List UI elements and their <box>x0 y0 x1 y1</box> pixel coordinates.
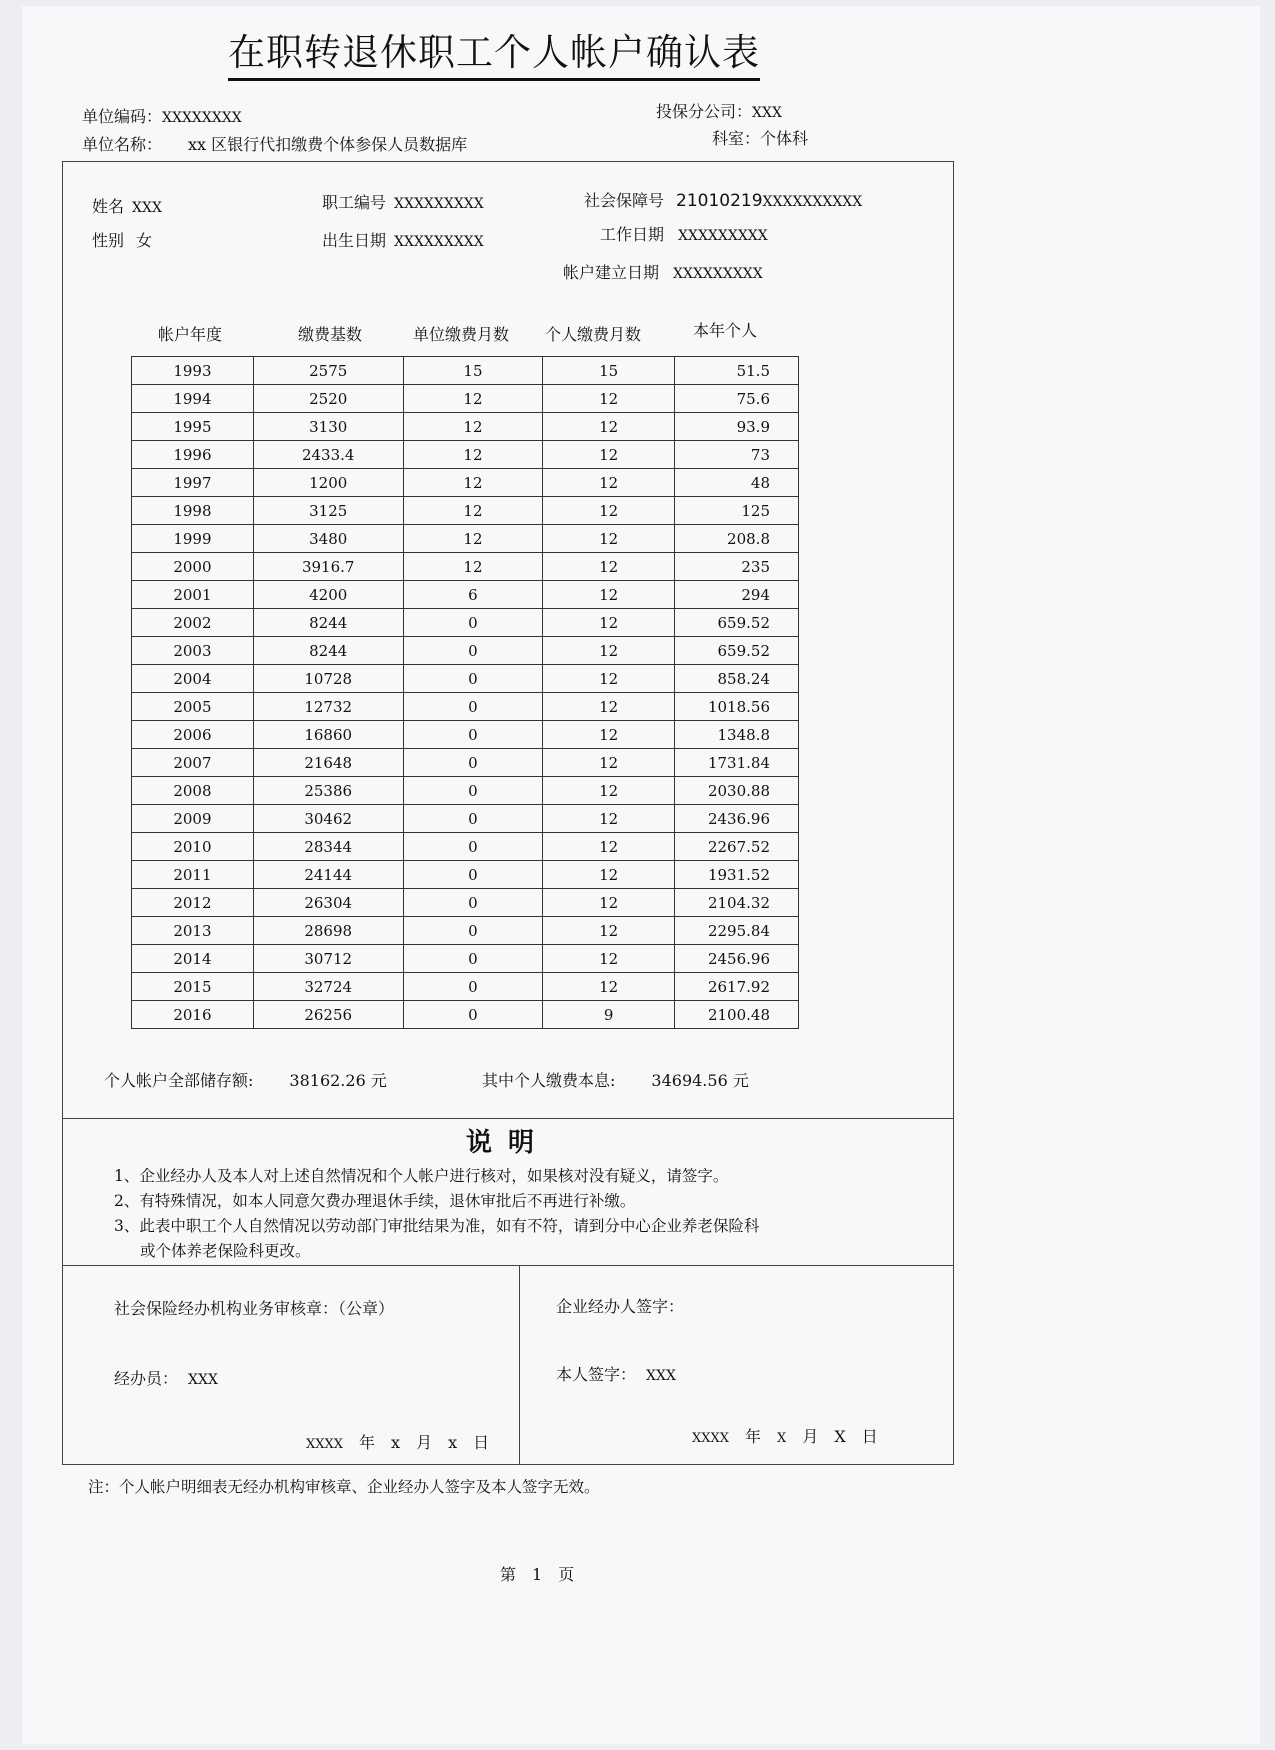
explanation-title: 说明 <box>466 1128 551 1158</box>
left-date-month: x <box>391 1433 401 1452</box>
personal-amount-cell: 208.8 <box>675 525 799 553</box>
personal-months-cell: 12 <box>543 805 675 833</box>
explanation-line: 或个体养老保险科更改。 <box>140 1242 311 1260</box>
self-sign-value: XXX <box>646 1368 676 1384</box>
right-date-year: XXXX <box>692 1431 730 1446</box>
left-date <box>298 1430 497 1453</box>
unit-code <box>82 104 242 127</box>
year-cell: 2003 <box>132 637 254 665</box>
table-row <box>132 721 799 749</box>
base-cell: 26304 <box>253 889 403 917</box>
base-cell: 10728 <box>253 665 403 693</box>
table-row <box>132 441 799 469</box>
branch <box>656 99 782 122</box>
document-title: 在职转退休职工个人帐户确认表 <box>228 22 760 81</box>
base-cell: 25386 <box>253 777 403 805</box>
name-field <box>92 194 162 217</box>
work-date-label: 工作日期 <box>600 225 665 244</box>
divider-line <box>519 1265 520 1464</box>
branch-value: XXX <box>752 105 782 121</box>
personal-months-cell: 15 <box>543 357 675 385</box>
personal-months-cell: 12 <box>543 721 675 749</box>
personal-amount-cell: 235 <box>675 553 799 581</box>
page-prefix: 第 <box>500 1565 517 1584</box>
personal-months-cell: 12 <box>543 889 675 917</box>
page-number-value: 1 <box>532 1565 543 1584</box>
unit-name <box>82 132 467 155</box>
table-row <box>132 357 799 385</box>
personal-amount-cell: 659.52 <box>675 609 799 637</box>
year-cell: 1997 <box>132 469 254 497</box>
personal-months-cell: 12 <box>543 497 675 525</box>
personal-amount-cell: 2456.96 <box>675 945 799 973</box>
explanation-line: 2、有特殊情况，如本人同意欠费办理退休手续，退休审批后不再进行补缴。 <box>114 1192 636 1210</box>
column-header-personal-amount: 本年个人 <box>693 321 758 340</box>
table-row <box>132 469 799 497</box>
table-row <box>132 637 799 665</box>
personal-amount-cell: 73 <box>675 441 799 469</box>
unit-code-value: XXXXXXXX <box>162 110 242 126</box>
year-cell: 2016 <box>132 1001 254 1029</box>
base-cell: 1200 <box>253 469 403 497</box>
column-header-personal-months: 个人缴费月数 <box>545 325 642 344</box>
explanation-line: 1、企业经办人及本人对上述自然情况和个人帐户进行核对，如果核对没有疑义，请签字。 <box>114 1167 729 1185</box>
self-sign-field <box>556 1362 676 1385</box>
left-date-year-unit: 年 <box>359 1433 376 1452</box>
personal-months-cell: 12 <box>543 693 675 721</box>
table-row <box>132 749 799 777</box>
left-date-day: x <box>448 1433 458 1452</box>
personal-months-cell: 12 <box>543 917 675 945</box>
personal-months-cell: 12 <box>543 609 675 637</box>
unit-months-cell: 0 <box>403 861 543 889</box>
personal-amount-cell: 93.9 <box>675 413 799 441</box>
base-cell: 16860 <box>253 721 403 749</box>
personal-months-cell: 12 <box>543 665 675 693</box>
base-cell: 3916.7 <box>253 553 403 581</box>
birth-label: 出生日期 <box>322 231 387 250</box>
total-balance <box>104 1068 387 1091</box>
name-label: 姓名 <box>92 197 125 216</box>
operator-label: 经办员： <box>114 1369 179 1388</box>
total-balance-label: 个人帐户全部储存额: <box>104 1071 254 1090</box>
year-cell: 2010 <box>132 833 254 861</box>
year-cell: 1999 <box>132 525 254 553</box>
explanation-line: 3、此表中职工个人自然情况以劳动部门审批结果为准，如有不符，请到分中心企业养老保险科 <box>114 1217 760 1235</box>
base-cell: 30462 <box>253 805 403 833</box>
footer-note: 注：个人帐户明细表无经办机构审核章、企业经办人签字及本人签字无效。 <box>88 1478 600 1496</box>
right-date <box>684 1424 886 1447</box>
base-cell: 21648 <box>253 749 403 777</box>
ssn-suffix: XXXXXXXXXX <box>762 194 863 210</box>
personal-months-cell: 12 <box>543 413 675 441</box>
personal-months-cell: 12 <box>543 973 675 1001</box>
year-cell: 2014 <box>132 945 254 973</box>
year-cell: 2005 <box>132 693 254 721</box>
self-sign-label: 本人签字： <box>556 1365 637 1384</box>
personal-amount-cell: 2030.88 <box>675 777 799 805</box>
unit-months-cell: 12 <box>403 441 543 469</box>
total-balance-value: 38162.26 元 <box>289 1071 387 1090</box>
table-row <box>132 917 799 945</box>
unit-months-cell: 6 <box>403 581 543 609</box>
gender-value: 女 <box>136 231 153 250</box>
year-cell: 1993 <box>132 357 254 385</box>
personal-months-cell: 12 <box>543 581 675 609</box>
unit-code-label: 单位编码： <box>82 107 163 126</box>
table-row <box>132 945 799 973</box>
ssn-prefix: 21010219 <box>676 191 763 211</box>
year-cell: 2012 <box>132 889 254 917</box>
unit-months-cell: 0 <box>403 637 543 665</box>
personal-months-cell: 12 <box>543 525 675 553</box>
personal-amount-cell: 125 <box>675 497 799 525</box>
year-cell: 2006 <box>132 721 254 749</box>
table-row <box>132 805 799 833</box>
table-row <box>132 777 799 805</box>
unit-months-cell: 0 <box>403 917 543 945</box>
personal-months-cell: 12 <box>543 861 675 889</box>
unit-months-cell: 0 <box>403 777 543 805</box>
base-cell: 8244 <box>253 609 403 637</box>
right-date-month: X <box>777 1431 787 1446</box>
unit-months-cell: 0 <box>403 721 543 749</box>
year-cell: 2011 <box>132 861 254 889</box>
left-date-month-unit: 月 <box>416 1433 433 1452</box>
base-cell: 8244 <box>253 637 403 665</box>
work-date-field <box>600 222 768 245</box>
base-cell: 30712 <box>253 945 403 973</box>
year-cell: 2009 <box>132 805 254 833</box>
unit-months-cell: 12 <box>403 497 543 525</box>
personal-months-cell: 12 <box>543 469 675 497</box>
agency-stamp-label: 社会保险经办机构业务审核章：（公章） <box>114 1299 395 1318</box>
table-row <box>132 553 799 581</box>
table-row <box>132 833 799 861</box>
personal-amount-cell: 2617.92 <box>675 973 799 1001</box>
personal-amount-cell: 1348.8 <box>675 721 799 749</box>
dept-label: 科室： <box>712 129 761 148</box>
left-date-year: XXXX <box>306 1437 344 1452</box>
base-cell: 28344 <box>253 833 403 861</box>
base-cell: 28698 <box>253 917 403 945</box>
birth-field <box>322 228 484 251</box>
base-cell: 24144 <box>253 861 403 889</box>
year-cell: 2007 <box>132 749 254 777</box>
personal-months-cell: 12 <box>543 637 675 665</box>
personal-months-cell: 12 <box>543 441 675 469</box>
unit-months-cell: 12 <box>403 469 543 497</box>
table-row <box>132 609 799 637</box>
table-row <box>132 525 799 553</box>
unit-months-cell: 0 <box>403 889 543 917</box>
column-header-year: 帐户年度 <box>158 325 223 344</box>
personal-amount-cell: 858.24 <box>675 665 799 693</box>
gender-label: 性别 <box>92 231 125 250</box>
dept-value: 个体科 <box>760 129 809 148</box>
unit-months-cell: 0 <box>403 693 543 721</box>
unit-name-value: xx 区银行代扣缴费个体参保人员数据库 <box>188 135 468 154</box>
unit-months-cell: 12 <box>403 553 543 581</box>
year-cell: 2015 <box>132 973 254 1001</box>
base-cell: 2575 <box>253 357 403 385</box>
personal-amount-cell: 51.5 <box>675 357 799 385</box>
unit-months-cell: 0 <box>403 1001 543 1029</box>
personal-amount-cell: 2104.32 <box>675 889 799 917</box>
personal-months-cell: 12 <box>543 833 675 861</box>
year-cell: 2008 <box>132 777 254 805</box>
left-date-day-unit: 日 <box>473 1433 490 1452</box>
unit-name-label: 单位名称： <box>82 135 163 154</box>
year-cell: 2013 <box>132 917 254 945</box>
ssn-field <box>584 188 862 211</box>
personal-amount-cell: 294 <box>675 581 799 609</box>
column-header-unit-months: 单位缴费月数 <box>413 325 510 344</box>
unit-months-cell: 12 <box>403 413 543 441</box>
operator-field <box>114 1366 218 1389</box>
unit-months-cell: 12 <box>403 385 543 413</box>
year-cell: 1998 <box>132 497 254 525</box>
base-cell: 12732 <box>253 693 403 721</box>
table-row <box>132 581 799 609</box>
personal-amount-cell: 48 <box>675 469 799 497</box>
department <box>712 126 808 149</box>
personal-amount-cell: 2436.96 <box>675 805 799 833</box>
base-cell: 3130 <box>253 413 403 441</box>
branch-label: 投保分公司： <box>656 102 753 121</box>
table-row <box>132 385 799 413</box>
base-cell: 32724 <box>253 973 403 1001</box>
personal-amount-cell: 2100.48 <box>675 1001 799 1029</box>
year-cell: 1994 <box>132 385 254 413</box>
personal-months-cell: 12 <box>543 385 675 413</box>
personal-months-cell: 9 <box>543 1001 675 1029</box>
work-date-value: XXXXXXXXX <box>678 228 768 244</box>
unit-months-cell: 0 <box>403 749 543 777</box>
table-row <box>132 973 799 1001</box>
base-cell: 2520 <box>253 385 403 413</box>
year-cell: 2001 <box>132 581 254 609</box>
operator-value: XXX <box>188 1372 218 1388</box>
staff-no-value: XXXXXXXXX <box>394 196 484 212</box>
personal-months-cell: 12 <box>543 945 675 973</box>
company-sign-label: 企业经办人签字： <box>556 1297 685 1316</box>
year-cell: 2002 <box>132 609 254 637</box>
right-date-day: X <box>834 1427 846 1446</box>
account-table <box>131 356 799 1029</box>
table-row <box>132 861 799 889</box>
personal-amount-cell: 659.52 <box>675 637 799 665</box>
table-row <box>132 889 799 917</box>
base-cell: 3125 <box>253 497 403 525</box>
year-cell: 1995 <box>132 413 254 441</box>
ssn-label: 社会保障号 <box>584 191 665 210</box>
base-cell: 26256 <box>253 1001 403 1029</box>
base-cell: 4200 <box>253 581 403 609</box>
right-date-year-unit: 年 <box>745 1427 762 1446</box>
page-suffix: 页 <box>558 1565 575 1584</box>
year-cell: 1996 <box>132 441 254 469</box>
personal-months-cell: 12 <box>543 777 675 805</box>
personal-amount-cell: 1731.84 <box>675 749 799 777</box>
column-header-base: 缴费基数 <box>298 325 363 344</box>
table-row <box>132 497 799 525</box>
unit-months-cell: 0 <box>403 609 543 637</box>
personal-amount-cell: 2267.52 <box>675 833 799 861</box>
divider-line <box>63 1265 953 1266</box>
account-date-field <box>563 260 763 283</box>
right-date-month-unit: 月 <box>802 1427 819 1446</box>
personal-amount-cell: 1018.56 <box>675 693 799 721</box>
unit-months-cell: 0 <box>403 665 543 693</box>
table-row <box>132 665 799 693</box>
account-date-label: 帐户建立日期 <box>563 263 660 282</box>
principal-label: 其中个人缴费本息: <box>482 1071 616 1090</box>
personal-amount-cell: 1931.52 <box>675 861 799 889</box>
base-cell: 3480 <box>253 525 403 553</box>
principal-value: 34694.56 元 <box>651 1071 749 1090</box>
table-row <box>132 413 799 441</box>
personal-amount-cell: 2295.84 <box>675 917 799 945</box>
personal-amount-cell: 75.6 <box>675 385 799 413</box>
unit-months-cell: 12 <box>403 525 543 553</box>
birth-value: XXXXXXXXX <box>394 234 484 250</box>
divider-line <box>63 1118 953 1119</box>
year-cell: 2000 <box>132 553 254 581</box>
base-cell: 2433.4 <box>253 441 403 469</box>
unit-months-cell: 0 <box>403 945 543 973</box>
name-value: XXX <box>132 200 162 216</box>
staff-no-label: 职工编号 <box>322 193 387 212</box>
personal-months-cell: 12 <box>543 553 675 581</box>
unit-months-cell: 15 <box>403 357 543 385</box>
account-date-value: XXXXXXXXX <box>673 266 763 282</box>
gender-field <box>92 228 152 251</box>
personal-months-cell: 12 <box>543 749 675 777</box>
staff-no-field <box>322 190 484 213</box>
principal-balance <box>482 1068 749 1091</box>
unit-months-cell: 0 <box>403 833 543 861</box>
unit-months-cell: 0 <box>403 973 543 1001</box>
unit-months-cell: 0 <box>403 805 543 833</box>
table-row <box>132 1001 799 1029</box>
table-row <box>132 693 799 721</box>
page-number <box>492 1562 582 1585</box>
right-date-day-unit: 日 <box>861 1427 878 1446</box>
year-cell: 2004 <box>132 665 254 693</box>
